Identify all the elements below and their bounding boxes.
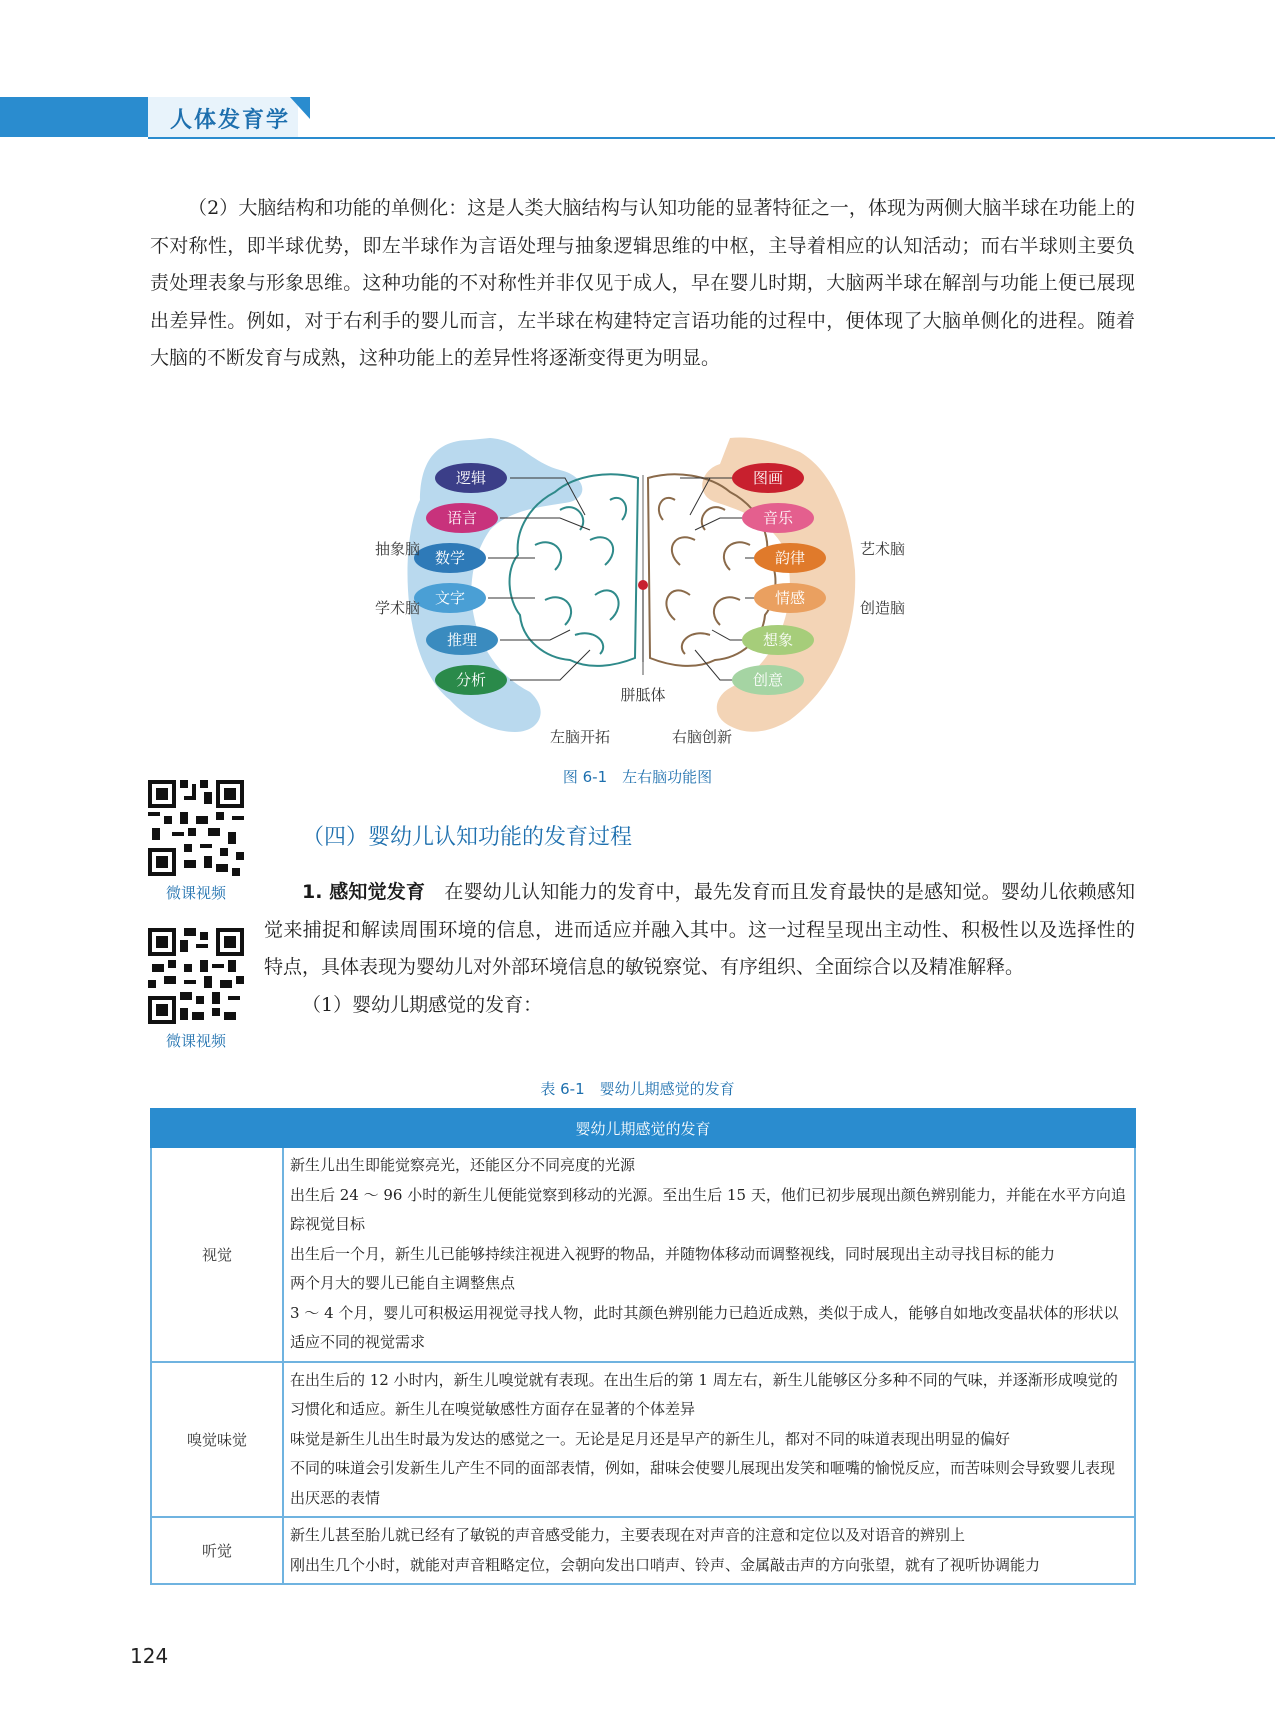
- bubble-logic-text: 逻辑: [455, 469, 487, 487]
- bubble-imagination-text: 想象: [762, 631, 794, 649]
- qr-code-1[interactable]: [148, 780, 244, 876]
- row-line: 两个月大的婴儿已能自主调整焦点: [290, 1274, 516, 1292]
- sensory-paragraph: [264, 874, 1135, 987]
- intro-paragraph: （2）大脑结构和功能的单侧化：这是人类大脑结构与认知功能的显著特征之一，体现为两侧大脑半球在功能上的不对称性，即半球优势，即左半球作为言语处理与抽象逻辑思维的中枢，主导着相应的认知活动；而右半球则主要负责处理表象与形象思维。这种功能的不对称性并非仅见于成人，早在婴儿时期，大脑两半球在解剖与功能上便已展现出差异性。例如，对于右利手的婴儿而言，左半球在构建特定言语功能的过程中，便体现了大脑单侧化的进程。随着大脑的不断发育与成熟，这种功能上的差异性将逐渐变得更为明显。: [150, 197, 1135, 369]
- table-row: [151, 1147, 1135, 1362]
- header-notch: [290, 97, 310, 119]
- row-line: 刚出生几个小时，就能对声音粗略定位，会朝向发出口哨声、铃声、金属敲击声的方向张望，就有了视听协调能力: [290, 1555, 1041, 1574]
- label-corpus-callosum: 胼胝体: [620, 686, 666, 704]
- bubble-music-text: 音乐: [762, 509, 794, 527]
- brain-function-figure: [360, 430, 920, 755]
- bubble-reasoning-text: 推理: [446, 631, 478, 649]
- label-academic-brain: 学术脑: [375, 599, 421, 617]
- table-row: [151, 1517, 1135, 1584]
- label-creative-brain: 创造脑: [860, 599, 906, 617]
- qr-label-1: 微课视频: [165, 884, 226, 902]
- sensory-text-block: [264, 874, 1135, 1024]
- intro-text-block: [150, 190, 1135, 378]
- bubble-analysis-text: 分析: [455, 671, 487, 689]
- row-content: [283, 1147, 1135, 1362]
- qr-code-2[interactable]: [148, 928, 244, 1024]
- sub-heading: 1. 感知觉发育: [302, 881, 426, 903]
- header-rule: [148, 137, 1275, 139]
- table-row: [151, 1362, 1135, 1518]
- bubble-rhythm-text: 韵律: [774, 549, 806, 567]
- table-caption: 表 6-1 婴幼儿期感觉的发育: [540, 1080, 735, 1098]
- row-line: 新生儿甚至胎儿就已经有了敏锐的声音感受能力，主要表现在对声音的注意和定位以及对语音的辨别上: [290, 1526, 966, 1544]
- row-content: [283, 1362, 1135, 1518]
- row-line: 出生后一个月，新生儿已能够持续注视进入视野的物品，并随物体移动而调整视线，同时展现出主动寻找目标的能力: [290, 1244, 1056, 1263]
- bubble-writing-text: 文字: [434, 589, 466, 607]
- row-content: [283, 1517, 1135, 1584]
- bubble-language-text: 语言: [446, 509, 478, 527]
- sub-paragraph: 在婴幼儿认知能力的发育中，最先发育而且发育最快的是感知觉。婴幼儿依赖感知觉来捕捉和解读周围环境的信息，进而适应并融入其中。这一过程呈现出主动性、积极性以及选择性的特点，具体表现为婴幼儿对外部环境信息的敏锐察觉、有序组织、全面综合以及精准解释。: [264, 881, 1135, 978]
- bubble-math-text: 数学: [434, 549, 466, 567]
- bubble-emotion-text: 情感: [774, 589, 806, 607]
- row-key: 视觉: [151, 1147, 283, 1362]
- label-abstract-brain: 抽象脑: [375, 540, 421, 558]
- table-header-row: [151, 1109, 1135, 1147]
- row-key: 听觉: [151, 1517, 283, 1584]
- table-header: 婴幼儿期感觉的发育: [151, 1109, 1135, 1147]
- row-line: 出生后 24 ～ 96 小时的新生儿便能觉察到移动的光源。至出生后 15 天，他们已初步展现出颜色辨别能力，并能在水平方向追踪视觉目标: [290, 1185, 1126, 1233]
- row-key: 嗅觉味觉: [151, 1362, 283, 1518]
- row-line: 味觉是新生儿出生时最为发达的感觉之一。无论是足月还是早产的新生儿，都对不同的味道表现出明显的偏好: [290, 1429, 1011, 1448]
- row-line: 3 ～ 4 个月，婴儿可积极运用视觉寻找人物，此时其颜色辨别能力已趋近成熟，类似于成人，能够自如地改变晶状体的形状以适应不同的视觉需求: [290, 1303, 1119, 1351]
- row-line: 不同的味道会引发新生儿产生不同的面部表情，例如，甜味会使婴儿展现出发笑和咂嘴的愉悦反应，而苦味则会导致婴儿表现出厌恶的表情: [290, 1459, 1116, 1507]
- book-title: 人体发育学: [170, 108, 291, 133]
- section-title: （四）婴幼儿认知功能的发育过程: [302, 825, 633, 850]
- sub-item: （1）婴幼儿期感觉的发育：: [302, 993, 543, 1016]
- label-right-brain: 右脑创新: [671, 728, 733, 746]
- page-number: 124: [130, 1644, 169, 1668]
- bubble-creativity-text: 创意: [752, 671, 784, 689]
- label-art-brain: 艺术脑: [860, 540, 906, 558]
- row-line: 新生儿出生即能觉察亮光，还能区分不同亮度的光源: [290, 1156, 636, 1174]
- bubble-drawing-text: 图画: [752, 469, 784, 487]
- label-left-brain: 左脑开拓: [549, 728, 611, 746]
- row-line: 在出生后的 12 小时内，新生儿嗅觉就有表现。在出生后的第 1 周左右，新生儿能够区分多种不同的气味，并逐渐形成嗅觉的习惯化和适应。新生儿在嗅觉敏感性方面存在显著的个体差异: [290, 1370, 1118, 1418]
- header-accent-bar: [0, 97, 148, 137]
- sensory-development-table: [150, 1108, 1136, 1585]
- corpus-callosum-dot: [638, 580, 648, 590]
- qr-label-2: 微课视频: [165, 1032, 226, 1050]
- figure-caption: 图 6-1 左右脑功能图: [562, 768, 713, 786]
